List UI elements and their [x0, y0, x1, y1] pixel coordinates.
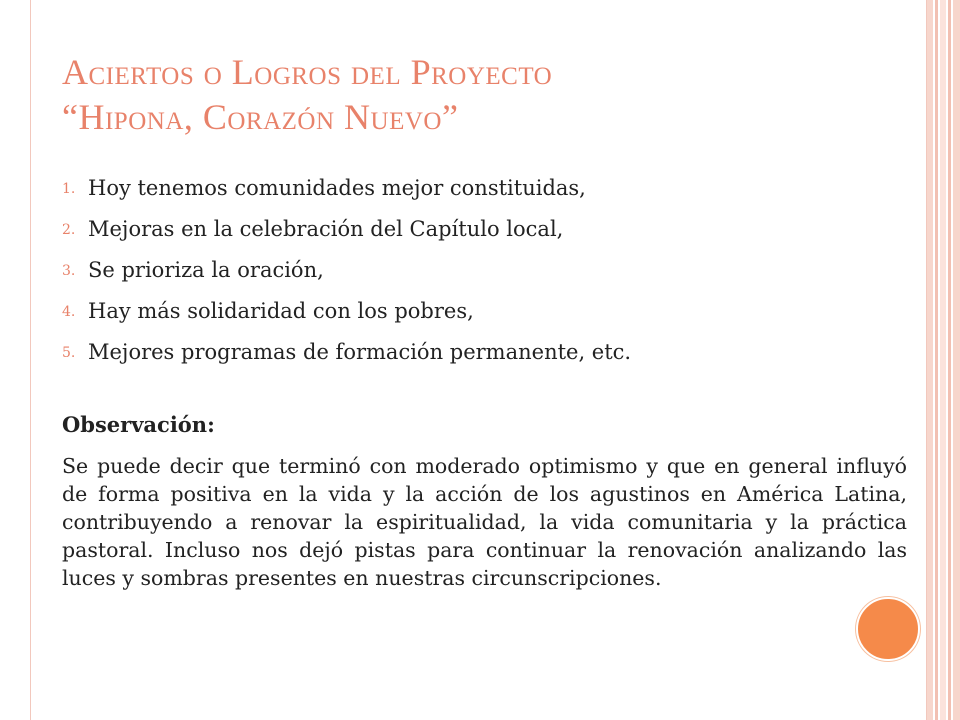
list-number: 2. — [62, 222, 76, 238]
achievements-list — [62, 168, 882, 373]
list-item — [62, 168, 882, 209]
decorative-stripes — [927, 0, 960, 720]
list-item — [62, 250, 882, 291]
list-text: Mejores programas de formación permanente, etc. — [88, 340, 632, 364]
list-item — [62, 209, 882, 250]
list-number: 5. — [62, 345, 76, 361]
observation-body: Se puede decir que terminó con moderado optimismo y que en general influyó de forma positiva en la vida y la acción de los agustinos en América Latina, contribuyendo a renovar la espiritualidad, la vida comunitaria y la práctica pastoral. Incluso nos dejó pistas para continuar la renovación analizando las luces y sombras presentes en nuestras circunscripciones. — [62, 454, 907, 590]
list-item — [62, 291, 882, 332]
decorative-circle — [856, 597, 920, 661]
slide-title — [62, 50, 882, 140]
list-text: Se prioriza la oración, — [88, 258, 324, 282]
title-line-2: “Hipona, Corazón Nuevo” — [62, 97, 459, 137]
list-number: 4. — [62, 304, 76, 320]
list-text: Mejoras en la celebración del Capítulo local, — [88, 217, 564, 241]
title-line-1: Aciertos o Logros del Proyecto — [62, 52, 553, 92]
list-item — [62, 332, 882, 373]
list-number: 1. — [62, 181, 76, 197]
observation-heading: Observación: — [62, 412, 215, 437]
list-text: Hay más solidaridad con los pobres, — [88, 299, 474, 323]
list-number: 3. — [62, 263, 76, 279]
list-text: Hoy tenemos comunidades mejor constituidas, — [88, 176, 586, 200]
